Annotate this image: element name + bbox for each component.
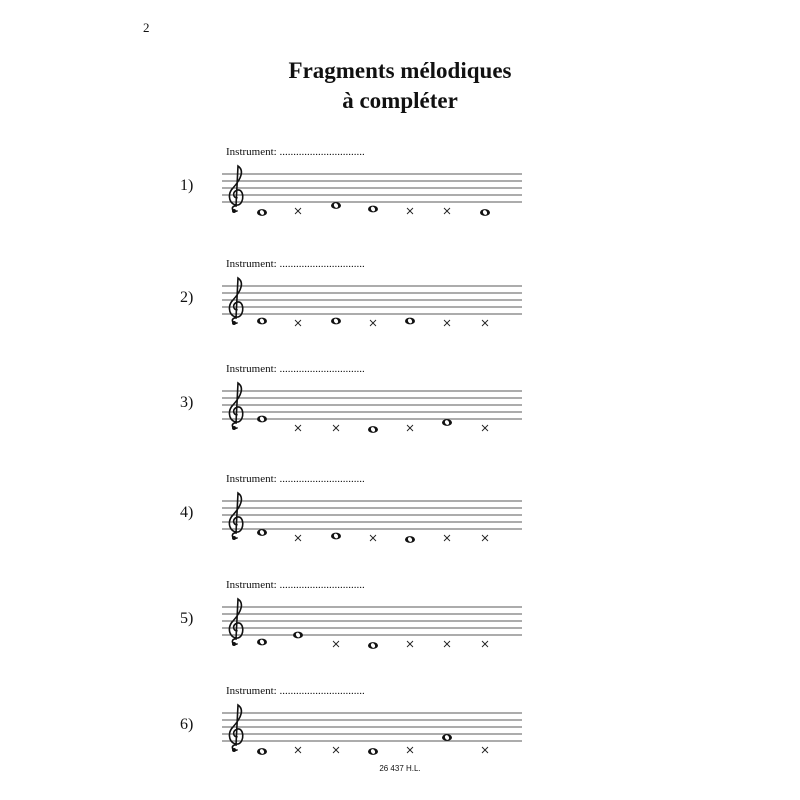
blank-note-marker [482, 425, 488, 431]
instrument-field: Instrument: ............................... [226, 258, 365, 270]
blank-note-marker [444, 535, 450, 541]
whole-note [257, 318, 267, 325]
instrument-field: Instrument: ............................... [226, 579, 365, 591]
treble-clef-icon [229, 705, 242, 750]
whole-note [405, 536, 415, 543]
blank-note-marker [482, 320, 488, 326]
exercise-number: 1) [180, 177, 194, 194]
exercise-number: 5) [180, 610, 194, 627]
blank-note-marker [444, 320, 450, 326]
blank-note-marker [482, 641, 488, 647]
whole-note [480, 209, 490, 216]
exercise-number: 6) [180, 716, 194, 733]
music-staff [0, 579, 800, 649]
treble-clef-icon [232, 642, 236, 646]
treble-clef-icon [229, 599, 242, 644]
blank-note-marker [482, 535, 488, 541]
whole-note [368, 748, 378, 755]
instrument-field: Instrument: ............................... [226, 363, 365, 375]
whole-note [405, 318, 415, 325]
blank-note-marker [370, 535, 376, 541]
whole-note [368, 642, 378, 649]
treble-clef-icon [229, 383, 242, 428]
music-staff [0, 473, 800, 543]
whole-note [257, 209, 267, 216]
footer-catalog-number: 26 437 H.L. [379, 764, 421, 773]
whole-note [331, 318, 341, 325]
blank-note-marker [370, 320, 376, 326]
music-staff [0, 685, 800, 755]
whole-note [257, 529, 267, 536]
whole-note [257, 416, 267, 423]
whole-note [293, 632, 303, 639]
exercise-4 [0, 473, 800, 543]
blank-note-marker [333, 747, 339, 753]
exercise-5 [0, 579, 800, 649]
blank-note-marker [407, 641, 413, 647]
blank-note-marker [482, 747, 488, 753]
treble-clef-icon [232, 321, 236, 325]
page-number: 2 [143, 20, 150, 35]
exercise-2 [0, 258, 800, 328]
blank-note-marker [333, 425, 339, 431]
treble-clef-icon [232, 209, 236, 213]
blank-note-marker [333, 641, 339, 647]
whole-note [368, 426, 378, 433]
whole-note [331, 533, 341, 540]
page-title-line-1: Fragments mélodiques [288, 58, 512, 83]
exercise-number: 4) [180, 504, 194, 521]
treble-clef-icon [229, 493, 242, 538]
exercise-number: 3) [180, 394, 194, 411]
whole-note [257, 639, 267, 646]
music-staff [0, 258, 800, 328]
blank-note-marker [295, 425, 301, 431]
blank-note-marker [407, 747, 413, 753]
exercise-3 [0, 363, 800, 433]
whole-note [442, 734, 452, 741]
blank-note-marker [407, 208, 413, 214]
instrument-field: Instrument: ............................... [226, 146, 365, 158]
treble-clef-icon [232, 536, 236, 540]
blank-note-marker [295, 208, 301, 214]
treble-clef-icon [229, 166, 242, 211]
blank-note-marker [295, 320, 301, 326]
treble-clef-icon [229, 278, 242, 323]
music-staff [0, 146, 800, 216]
treble-clef-icon [232, 426, 236, 430]
blank-note-marker [444, 208, 450, 214]
exercise-number: 2) [180, 289, 194, 306]
treble-clef-icon [232, 748, 236, 752]
blank-note-marker [295, 535, 301, 541]
blank-note-marker [444, 641, 450, 647]
exercise-1 [0, 146, 800, 216]
page-title-line-2: à compléter [342, 88, 458, 113]
music-staff [0, 363, 800, 433]
whole-note [257, 748, 267, 755]
instrument-field: Instrument: ............................... [226, 685, 365, 697]
instrument-field: Instrument: ............................... [226, 473, 365, 485]
exercise-6 [0, 685, 800, 755]
blank-note-marker [407, 425, 413, 431]
blank-note-marker [295, 747, 301, 753]
whole-note [368, 206, 378, 213]
whole-note [331, 202, 341, 209]
whole-note [442, 419, 452, 426]
